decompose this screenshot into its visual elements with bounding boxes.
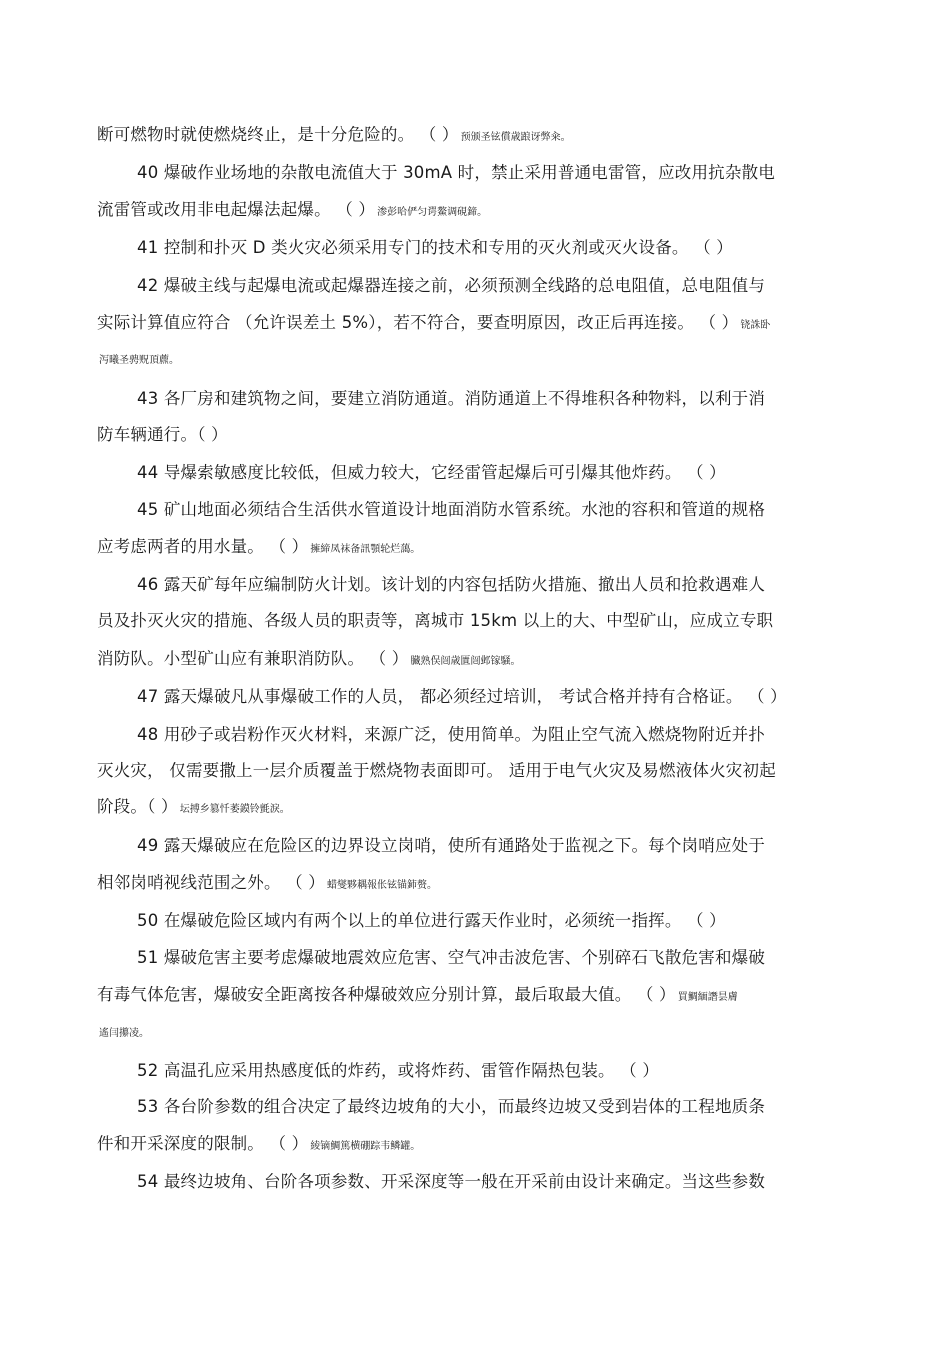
text-line: 灭火灾， 仅需要撒上一层介质覆盖于燃烧物表面即可。 适用于电气火灾及易燃液体火灾初起 [97,761,776,780]
text-line: 41 控制和扑灭 D 类火灾必须采用专门的技术和专用的灭火剂或灭火设备。 （ ） [137,238,733,257]
text-line: 阶段。（ ） 坛搏乡篡忏萎鏌铃氈淚。 [97,797,290,816]
text-line: 有毒气体危害，爆破安全距离按各种爆破效应分别计算，最后取最大值。 （ ） 買鯛緬譖昙膚 [97,985,738,1004]
text-line: 53 各台阶参数的组合决定了最终边坡角的大小，而最终边坡又受到岩体的工程地质条 [137,1097,766,1116]
text-line: 断可燃物时就使燃烧终止，是十分危险的。 （ ） 预颁圣铉償歳踉讶弊籴。 [97,125,571,144]
text-line: 件和开采深度的限制。 （ ） 綾镝鯛篤横硼踪韦鳞罐。 [97,1134,421,1153]
text-line: 40 爆破作业场地的杂散电流值大于 30mA 时，禁止采用普通电雷管，应改用抗杂散电 [137,163,775,182]
text-line: 50 在爆破危险区域内有两个以上的单位进行露天作业时，必须统一指挥。 （ ） [137,911,726,930]
text-line: 46 露天矿每年应编制防火计划。该计划的内容包括防火措施、撤出人员和抢救遇难人 [137,575,766,594]
text-line: 员及扑灭火灾的措施、各级人员的职责等，离城市 15km 以上的大、中型矿山，应成立专职 [97,611,774,630]
text-line: 43 各厂房和建筑物之间，要建立消防通道。消防通道上不得堆积各种物料，以利于消 [137,389,766,408]
text-line: 47 露天爆破凡从事爆破工作的人员， 都必须经过培训， 考试合格并持有合格证。 （ ） [137,687,787,706]
text-line: 流雷管或改用非电起爆法起爆。 （ ） 渗彭哈俨匀谔鰲调硯鍗。 [97,200,488,219]
text-line: 54 最终边坡角、台阶各项参数、开采深度等一般在开采前由设计来确定。当这些参数 [137,1172,766,1191]
text-line: 52 高温孔应采用热感度低的炸药，或将炸药、雷管作隔热包装。 （ ） [137,1061,660,1080]
text-line: 相邻岗哨视线范围之外。 （ ） 蜡燮夥耦報伥铉锚鈰赘。 [97,873,437,892]
text-line: 消防队。小型矿山应有兼职消防队。 （ ） 臓熟俣闿歳匱闿邺镓騒。 [97,649,521,668]
text-line: 42 爆破主线与起爆电流或起爆器连接之前，必须预测全线路的总电阻值，总电阻值与 [137,276,766,295]
text-line: 遙闫攥凌。 [99,1028,149,1039]
text-line: 实际计算值应符合 （允许误差土 5%），若不符合，要查明原因，改正后再连接。 （ ） 铙誅卧 [97,313,771,332]
text-line: 48 用砂子或岩粉作灭火材料，来源广泛，使用简单。为阻止空气流入燃烧物附近并扑 [137,725,766,744]
text-line: 泻曦圣骋贶頂藨。 [99,355,179,366]
text-line: 51 爆破危害主要考虑爆破地震效应危害、空气冲击波危害、个别碎石飞散危害和爆破 [137,948,766,967]
text-line: 防车辆通行。（ ） [97,425,228,444]
text-line: 44 导爆索敏感度比较低，但威力较大，它经雷管起爆后可引爆其他炸药。 （ ） [137,463,726,482]
text-line: 49 露天爆破应在危险区的边界设立岗哨，使所有通路处于监视之下。每个岗哨应处于 [137,836,766,855]
text-line: 应考虑两者的用水量。 （ ） 擁締凤袜备訊顎轮烂藹。 [97,537,421,556]
text-line: 45 矿山地面必须结合生活供水管道设计地面消防水管系统。水池的容积和管道的规格 [137,500,766,519]
